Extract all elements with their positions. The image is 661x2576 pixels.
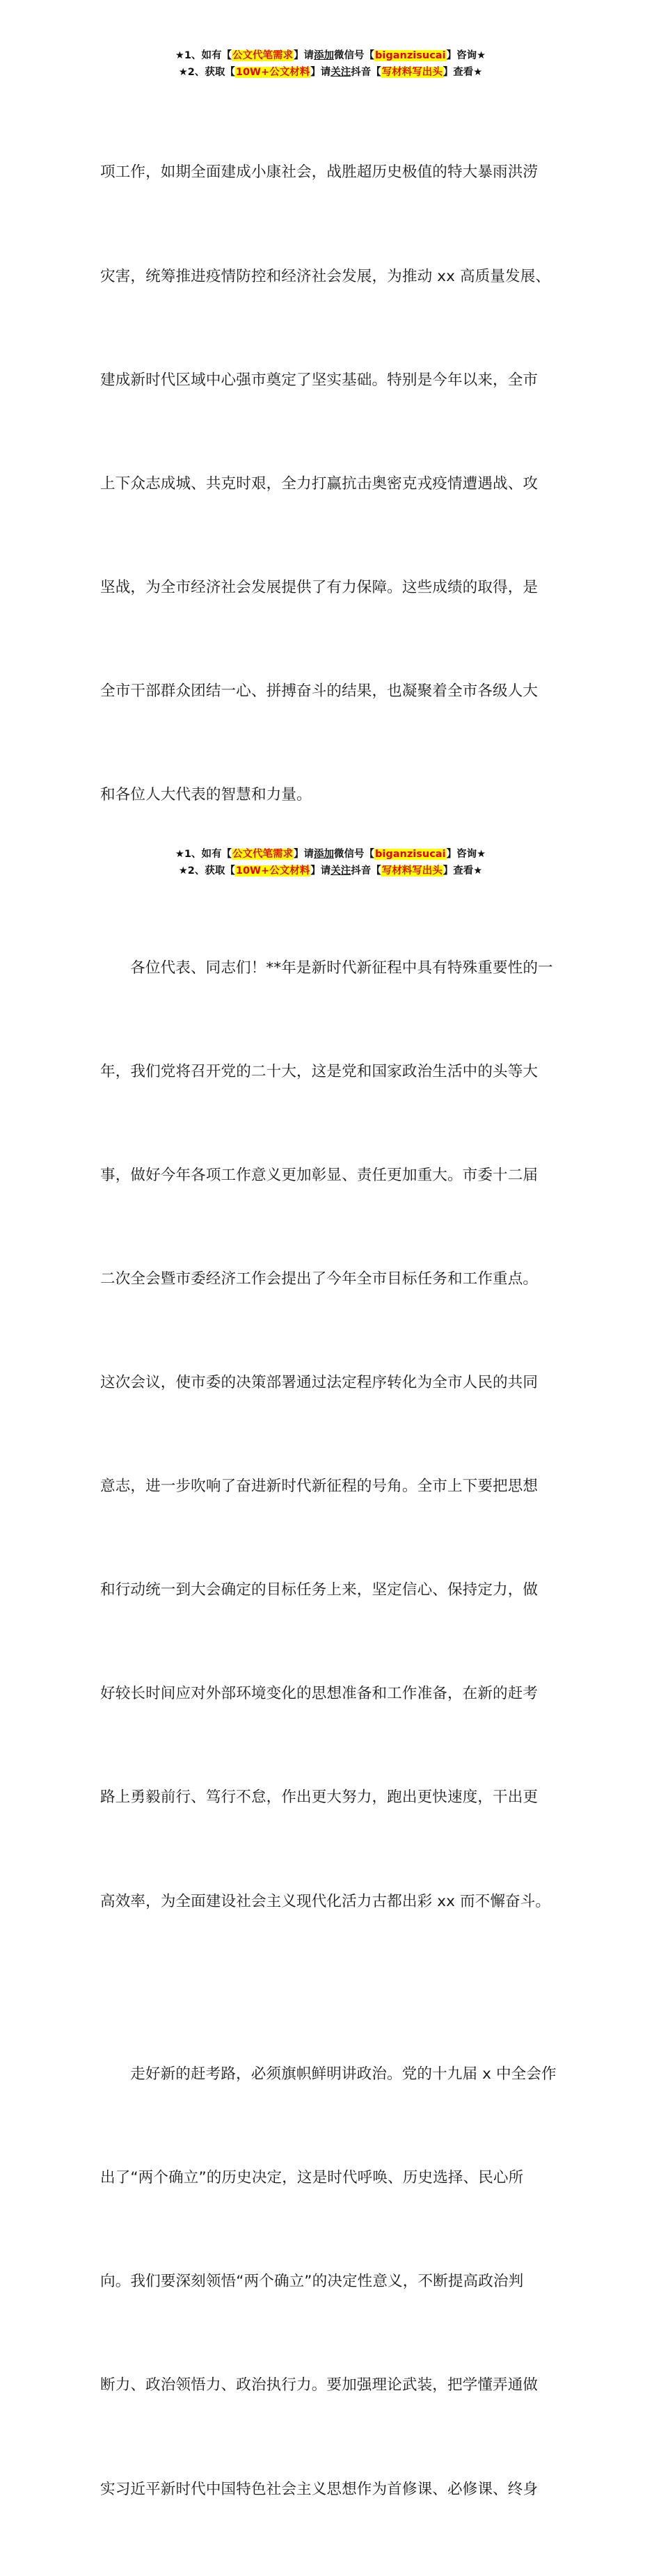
footer-banner xyxy=(0,846,661,879)
banner-text: 】请 xyxy=(310,865,331,877)
header-banner xyxy=(0,47,661,81)
paragraph-2 xyxy=(100,881,559,1988)
text-line: 坚战，为全市经济社会发展提供了有力保障。这些成绩的取得，是 xyxy=(100,578,539,596)
banner-text: 】请 xyxy=(310,67,331,78)
banner-prefix: ★1、如有【 xyxy=(175,849,232,860)
text-line: 年，我们党将召开党的二十大，这是党和国家政治生活中的头等大 xyxy=(100,1062,539,1080)
text-line: 建成新时代区域中心强市奠定了坚实基础。特别是今年以来，全市 xyxy=(100,371,539,389)
text-line: 走好新的赶考路，必须旗帜鲜明讲政治。党的十九届 x 中全会作 xyxy=(130,2065,557,2083)
footer-banner-line-2 xyxy=(0,863,661,879)
paragraph-3 xyxy=(100,1988,559,2576)
highlight-materials: 10W+公文材料 xyxy=(235,67,310,78)
highlight-wechat-id: biganzisucai xyxy=(375,50,446,61)
header-banner-line-2 xyxy=(0,64,661,81)
text-line: 实习近平新时代中国特色社会主义思想作为首修课、必修课、终身 xyxy=(100,2480,539,2498)
text-line: 上下众志成城、共克时艰，全力打赢抗击奥密克戎疫情遭遇战、攻 xyxy=(100,474,539,493)
text-line: 好较长时间应对外部环境变化的思想准备和工作准备，在新的赶考 xyxy=(100,1685,539,1703)
footer-banner-line-1 xyxy=(0,846,661,863)
paragraph-1 xyxy=(100,86,559,881)
banner-text: 微信号【 xyxy=(334,50,375,61)
banner-suffix: 】查看★ xyxy=(443,67,483,78)
banner-prefix: ★2、获取【 xyxy=(178,865,235,877)
text-line: 向。我们要深刻领悟“两个确立”的决定性意义，不断提高政治判 xyxy=(100,2273,524,2291)
header-banner-line-1 xyxy=(0,47,661,64)
banner-text: 抖音【 xyxy=(351,865,381,877)
text-line: 这次会议，使市委的决策部署通过法定程序转化为全市人民的共同 xyxy=(100,1374,539,1392)
banner-suffix: 】咨询★ xyxy=(446,50,486,61)
banner-text: 微信号【 xyxy=(334,849,375,860)
banner-text: 】请 xyxy=(294,50,314,61)
text-line: 出了“两个确立”的历史决定，这是时代呼唤、历史选择、民心所 xyxy=(100,2169,524,2187)
highlight-douyin-account: 写材料写出头 xyxy=(381,67,443,78)
text-line: 灾害，统筹推进疫情防控和经济社会发展，为推动 xx 高质量发展、 xyxy=(100,267,551,285)
text-line: 高效率，为全面建设社会主义现代化活力古都出彩 xx 而不懈奋斗。 xyxy=(100,1892,551,1910)
text-line: 二次全会暨市委经济工作会提出了今年全市目标任务和工作重点。 xyxy=(100,1270,539,1288)
text-line: 全市干部群众团结一心、拼搏奋斗的结果，也凝聚着全市各级人大 xyxy=(100,682,539,700)
text-line: 事，做好今年各项工作意义更加彰显、责任更加重大。市委十二届 xyxy=(100,1166,539,1184)
highlight-wechat-id: biganzisucai xyxy=(375,849,446,860)
text-line: 意志，进一步吹响了奋进新时代新征程的号角。全市上下要把思想 xyxy=(100,1478,539,1496)
banner-underlined-text: 添加 xyxy=(314,849,335,860)
document-body xyxy=(100,86,559,2576)
text-line: 各位代表、同志们！**年是新时代新征程中具有特殊重要性的一 xyxy=(130,959,553,977)
banner-underlined-text: 关注 xyxy=(330,865,351,877)
banner-prefix: ★1、如有【 xyxy=(175,50,232,61)
text-line: 和行动统一到大会确定的目标任务上来，坚定信心、保持定力，做 xyxy=(100,1581,539,1599)
text-line: 断力、政治领悟力、政治执行力。要加强理论武装，把学懂弄通做 xyxy=(100,2376,539,2394)
banner-text: 抖音【 xyxy=(351,67,381,78)
highlight-materials: 10W+公文材料 xyxy=(235,865,310,877)
highlight-service: 公文代笔需求 xyxy=(232,849,294,860)
banner-suffix: 】查看★ xyxy=(443,865,483,877)
banner-underlined-text: 关注 xyxy=(330,67,351,78)
banner-text: 】请 xyxy=(294,849,314,860)
highlight-service: 公文代笔需求 xyxy=(232,50,294,61)
banner-underlined-text: 添加 xyxy=(314,50,335,61)
banner-suffix: 】咨询★ xyxy=(446,849,486,860)
text-line: 路上勇毅前行、笃行不怠，作出更大努力，跑出更快速度，干出更 xyxy=(100,1789,539,1807)
text-line: 和各位人大代表的智慧和力量。 xyxy=(100,786,312,804)
highlight-douyin-account: 写材料写出头 xyxy=(381,865,443,877)
text-line: 项工作，如期全面建成小康社会，战胜超历史极值的特大暴雨洪涝 xyxy=(100,163,539,182)
banner-prefix: ★2、获取【 xyxy=(178,67,235,78)
